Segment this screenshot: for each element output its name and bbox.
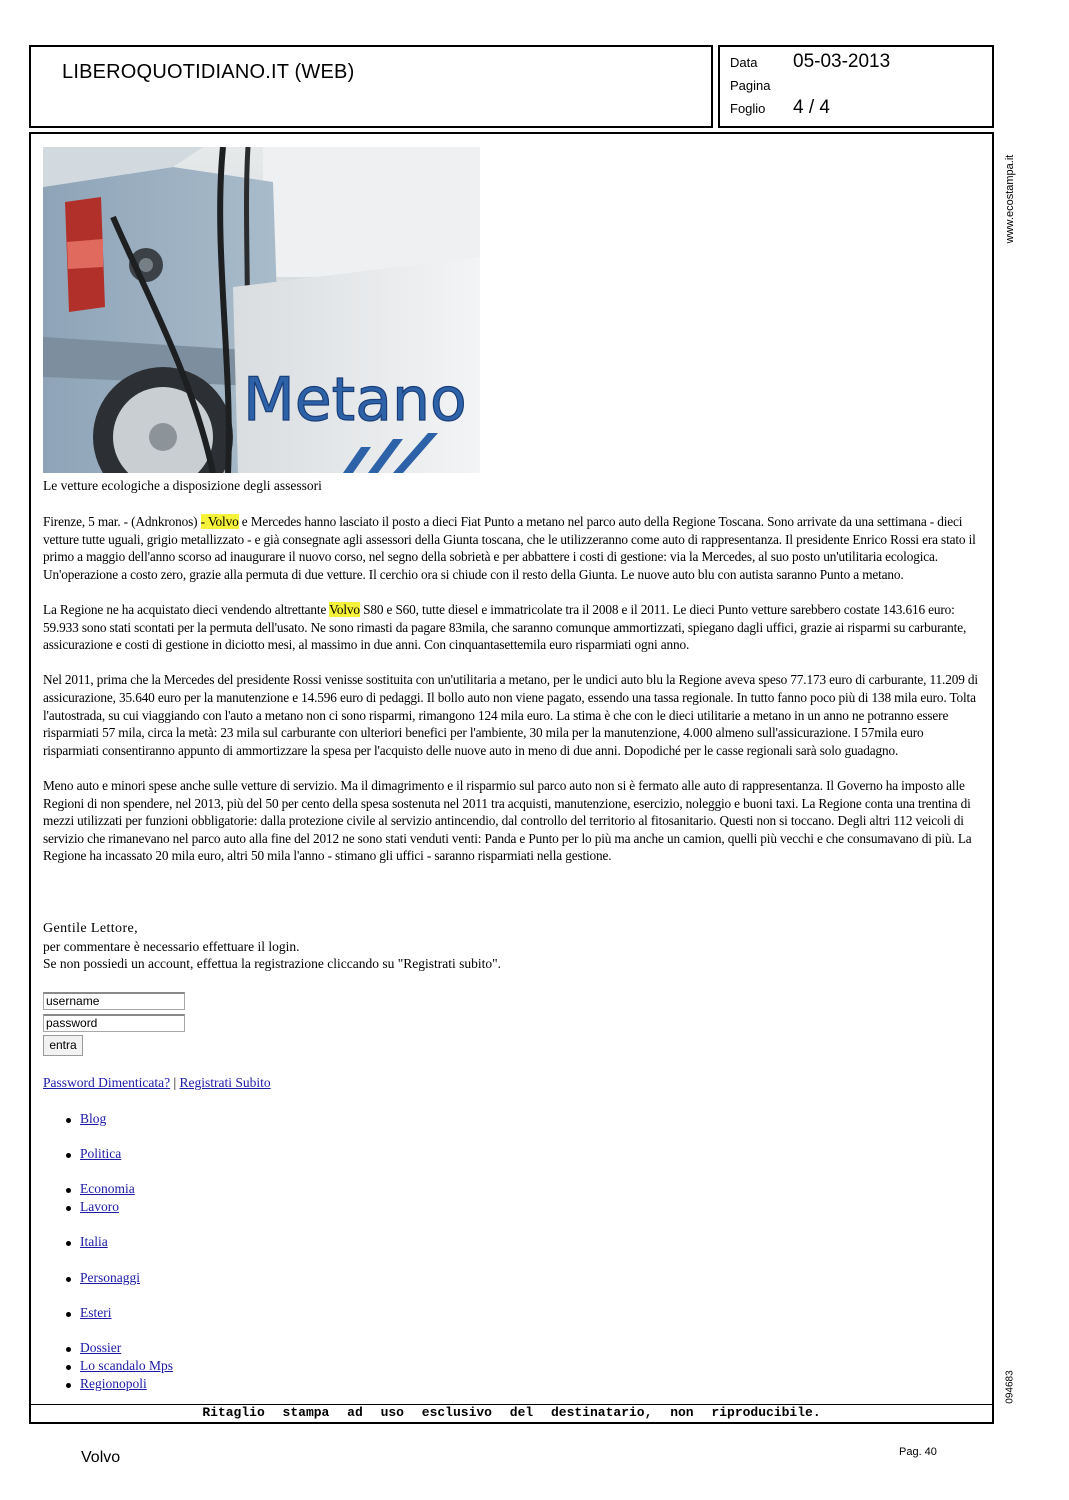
nav-link-personaggi[interactable]: Personaggi — [80, 1270, 140, 1285]
paragraph-text: Firenze, 5 mar. - (Adnkronos) — [43, 514, 201, 529]
side-code — [1003, 1364, 1017, 1410]
nav-link-esteri[interactable]: Esteri — [80, 1305, 112, 1320]
bullet — [66, 1206, 71, 1211]
article-paragraph — [43, 601, 981, 654]
sheet-label: Foglio — [730, 101, 766, 116]
bullet — [66, 1312, 71, 1317]
side-website — [1003, 145, 1017, 253]
bullet — [66, 1118, 71, 1123]
photo-caption: Le vetture ecologiche a disposizione degli assessori — [43, 478, 322, 493]
password-input[interactable]: password — [43, 1014, 185, 1032]
side-code-text: 094683 — [1004, 1370, 1016, 1404]
nav-link-italia[interactable]: Italia — [80, 1234, 108, 1249]
register-link[interactable]: Registrati Subito — [179, 1075, 271, 1090]
metadata-box — [718, 45, 994, 128]
nav-link-blog[interactable]: Blog — [80, 1111, 107, 1126]
page-label: Pagina — [730, 78, 771, 93]
article-paragraph: Meno auto e minori spese anche sulle vetture di servizio. Ma il dimagrimento e il risparmio sul parco auto non si è fermato alle auto di rappresentanza. Il Governo ha imposto alle Regioni di non spendere, nel 2013, più del 50 per cento della spesa sostenuta nel 2011 tra acquisti, manutenzione, esercizio, noleggio e buoni taxi. La Regione conta una trentina di mezzi utilizzati per funzioni obbligatorie: dalla protezione civile al servizio antincendio, dal controllo del territorio al fitosanitario. Questi non si toccano. Degli altri 112 veicoli di servizio che rimanevano nel parco auto alla fine del 2012 ne sono stati venduti venti: Panda e Punto per lo più ma anche un camion, quelli più vecchi e che consumavano di più. La Regione ha incassato 20 mila euro, altri 50 mila l'anno - stimano gli uffici - saranno risparmiati nella gestione. — [43, 777, 972, 864]
bullet — [66, 1347, 71, 1352]
nav-link-politica[interactable]: Politica — [80, 1146, 122, 1161]
article-paragraph: Nel 2011, prima che la Mercedes del presidente Rossi venisse sostituita con un'utilitaria a metano, per le undici auto blu la Regione aveva speso 77.173 euro di carburante, 11.209 di assicurazione, 35.640 euro per la manutenzione e 14.596 euro di pedaggi. Il bollo auto non viene pagato, essendo una tassa regionale. In tutto fanno poco più di 138 mila euro. Tolta l'autostrada, su cui viaggiando con l'auto a metano non ci sono risparmi, rimangono 124 mila euro. La stima è che con le dieci utilitarie a metano in un anno ne potranno essere risparmiati 57 mila, circa la metà: 23 mila sul carburante con ulteriori benefici per l'ambiente, 30 mila per la manutenzione, 4.000 almeno sull'assicurazione. I 57mila euro risparmiati consentiranno appunto di ammortizzare la spesa per l'acquisto delle nuove auto in meno di due anni. Dopodiché per le casse regionali sarà solo guadagno. — [43, 672, 978, 758]
publication-name: LIBEROQUOTIDIANO.IT (WEB) — [62, 61, 355, 83]
username-input[interactable]: username — [43, 992, 185, 1010]
nav-link-regionopoli[interactable]: Regionopoli — [80, 1376, 147, 1391]
paragraph-text: S80 e S60, tutte diesel e immatricolate tra il 2008 e il 2011. Le dieci Punto vetture sarebbero costate 143.616 euro: 59.933 sono stati scontati per la permuta dell'usato. Ne sono rimasti da pagare 83mila, che saranno comunque ammortizzati, spiegano dagli uffici, grazie ai risparmi su carburante, assicurazione e costi di gestione in diciotto mesi, al massimo in due anni. Con cinquantasettemila euro risparmiati ogni anno. — [43, 601, 967, 653]
article-paragraph — [43, 513, 981, 583]
login-button[interactable]: entra — [43, 1035, 83, 1056]
forgot-password-link[interactable]: Password Dimenticata? — [43, 1075, 171, 1090]
sheet-value: 4 / 4 — [793, 97, 830, 118]
bullet — [66, 1365, 71, 1370]
greeting: Gentile Lettore, — [43, 921, 139, 936]
footer-page-number: Pag. 40 — [899, 1446, 937, 1458]
nav-link-economia[interactable]: Economia — [80, 1181, 135, 1196]
nav-link-scandalo-mps[interactable]: Lo scandalo Mps — [80, 1358, 173, 1373]
article-body — [43, 513, 981, 882]
account-links — [43, 1075, 271, 1091]
register-instruction: Se non possiedi un account, effettua la registrazione cliccando su "Registrati subito". — [43, 956, 502, 971]
metano-sign: Metano — [243, 365, 467, 435]
link-separator: | — [170, 1075, 180, 1090]
login-intro — [43, 920, 501, 973]
highlight-term: Volvo — [329, 601, 360, 617]
footer-keyword: Volvo — [81, 1449, 121, 1466]
article-photo — [43, 147, 480, 473]
reproduction-notice: Ritaglio stampa ad uso esclusivo del destinatario, non riproducibile. — [202, 1405, 821, 1420]
bullet — [66, 1277, 71, 1282]
nav-link-lavoro[interactable]: Lavoro — [80, 1199, 119, 1214]
login-instruction: per commentare è necessario effettuare il login. — [43, 938, 300, 954]
date-label: Data — [730, 55, 758, 70]
highlight-term: - Volvo — [200, 514, 239, 529]
bullet — [66, 1241, 71, 1246]
bullet — [66, 1188, 71, 1193]
nav-link-dossier[interactable]: Dossier — [80, 1340, 122, 1355]
bullet — [66, 1383, 71, 1388]
side-website-text: www.ecostampa.it — [1004, 154, 1016, 244]
bullet — [66, 1153, 71, 1158]
publication-header — [29, 45, 713, 128]
paragraph-text: e Mercedes hanno lasciato il posto a dieci Fiat Punto a metano nel parco auto della Regione Toscana. Sono arrivate da una settimana - dieci vetture tutte uguali, grigio metallizzato - e già consegnate agli assessori della Giunta toscana, che le utilizzeranno come auto di rappresentanza. Il presidente Enrico Rossi era stato il primo a maggio dell'anno scorso ad inaugurare il nuovo corso, nel segno della sobrietà e per abbattere i costi di gestione: via la Mercedes, al suo posto un'utilitaria ecologica. Un'operazione a costo zero, grazie alla permuta di due vetture. Il cerchio ora si chiude con il resto della Giunta. Le nuove auto blu con autista saranno Punto a metano. — [43, 514, 976, 582]
date-value: 05-03-2013 — [793, 51, 891, 72]
paragraph-text: La Regione ne ha acquistato dieci vendendo altrettante — [43, 601, 330, 617]
car-fueling-illustration — [43, 147, 480, 473]
